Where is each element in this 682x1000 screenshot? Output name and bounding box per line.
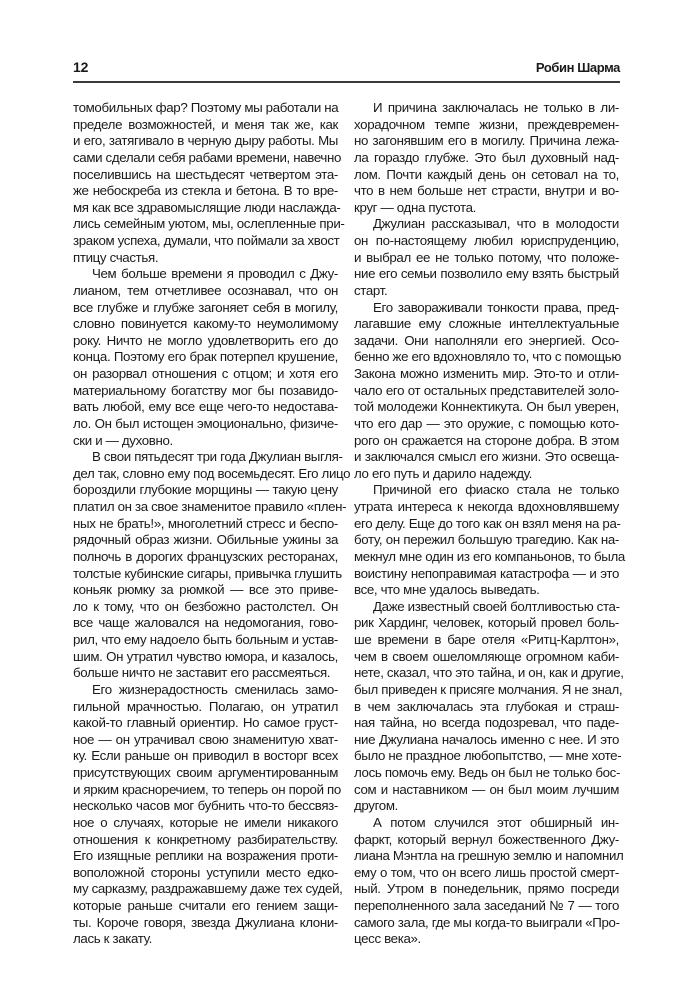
text-line: ние Джулиана началось именно с нее. И это [354,731,619,747]
text-line: Его изящные реплики на возражения проти- [73,848,338,864]
text-line: все, что мне удалось выведать. [354,582,540,598]
text-line: лагавшие ему сложные интеллектуальные [354,316,619,332]
text-line: коньяк рюмку за рюмкой — все это приве- [73,582,338,598]
text-line: Чем больше времени я проводил с Джу- [92,266,338,282]
text-line: материальному богатству мог бы позавидо- [73,382,338,398]
text-line: лись семейным уютом, мы, ослепленные при- [73,216,345,232]
text-line: чем в своем ошеломляюще огромном каби- [354,648,619,664]
text-line: боту, он пережил большую трагедию. Как на- [354,532,619,548]
text-line: его делу. Еще до того как он взял меня на ра- [354,515,621,531]
text-line: лом. Почти каждый день он сетовал на то, [354,166,619,182]
text-line: ло его путь и дарило надежду. [354,465,532,481]
text-line: вать любой, ему все еще чего-то недостава- [73,399,338,415]
text-line: нете, сказал, что это тайна, и он, как и другие, [354,665,624,681]
text-line: Его жизнерадостность сменилась замо- [92,681,338,697]
text-line: что его дар — это оружие, с помощью кото- [354,415,619,431]
text-line: толстые кубинские сигары, привычка глушить [73,565,342,581]
text-line: конца. Поэтому его брак потерпел крушение, [73,349,338,365]
text-line: которые раньше считали его гением защи- [73,898,338,913]
text-line: В свои пятьдесят три года Джулиан выгля- [92,449,343,465]
text-line: сом и наставником — он был моим лучшим [354,781,619,797]
paragraph [73,266,338,449]
text-line: ных не брать!», многолетний стресс и беспо- [73,515,338,531]
text-line: же небоскреба из стекла и бетона. В то вре- [73,183,338,199]
text-line: фаркт, который вернул божественного Джу- [354,831,619,847]
text-line: все глубже и глубже загоняет себя в могилу, [73,299,338,315]
text-line: ты. Короче говоря, звезда Джулиана клони- [73,914,338,930]
running-header [73,55,620,83]
text-line: зраком успеха, думали, что поймали за хвост [73,233,340,248]
text-line: року. Ничто не могло удовлетворить его до [73,332,338,348]
text-line: самого зала, где мы когда-то выиграли «Про- [354,914,620,930]
text-line: круг — одна пустота. [354,199,476,215]
text-line: Причиной его фиаско стала не только [373,482,619,498]
text-line: полночь в дорогих французских ресторанах, [73,548,338,564]
text-column-left [73,100,351,948]
text-line: все чаще жаловался на недомогания, гово- [73,615,338,631]
text-line: бороздили глубокие морщины — такую цену [73,482,338,498]
text-line: цесс века». [354,931,421,947]
paragraph [354,482,625,598]
text-line: и заключался смысл его жизни. Это освеща- [354,449,619,465]
text-line: Его завораживали тонкости права, пред- [373,299,619,315]
text-line: он разорвал отношения с отцом; и хотя его [73,366,338,381]
text-line: ше времени в баре отеля «Ритц-Карлтон», [354,632,619,647]
text-line: дел так, словно ему под восемьдесят. Его лицо [73,465,351,481]
paragraph [73,681,343,948]
text-line: сами сделали себя рабами времени, навечно [73,149,342,165]
text-line: в чем заключалась эта глубокая и страш- [354,698,619,714]
text-line: И причина заключалась не только в ли- [373,100,619,115]
text-line: утрата интереса к некогда вдохновлявшему [354,499,619,514]
text-line: задачи. Они наполняли его энергией. Осо- [354,332,619,348]
text-line: лась к закату. [73,931,152,947]
text-line: ку. Если раньше он приводил в восторг всех [73,748,338,764]
text-line: ние его семьи позволило ему взять быстрый [354,266,619,282]
text-line: ло. Он был истощен эмоционально, физиче- [73,415,338,431]
text-line: что в нем больше нет страсти, внутри и во- [354,183,619,199]
text-line: но загонявшим его в могилу. Причина лежа- [354,133,619,149]
text-line: поселившись на шестьдесят четвертом эта- [73,166,338,182]
running-head-author: Робин Шарма [535,60,620,75]
text-line: ная тайна, но всегда подозревал, что паде- [354,715,619,731]
text-line: присутствующих своим аргументированным [73,765,338,780]
text-line: шим. Он утратил чувство юмора, и казалось, [73,648,338,664]
text-line: ное — он утрачивал свою знаменитую хват- [73,731,338,747]
text-line: А потом случился этот обширный ин- [373,814,619,830]
text-line: мя как все здравомыслящие люди наслажда- [73,199,341,215]
text-line: чало его от остальных представителей золо- [354,382,619,398]
text-line: бенно же его вдохновляло то, что с помощью [354,349,621,365]
text-line: ное о случаях, которые не имели никакого [73,814,338,830]
paragraph [354,216,619,299]
text-line: был приведен к присяге молчания. Я не знал, [354,681,623,697]
text-line: Закона можно изменить мир. Это-то и отли- [354,366,619,381]
text-line: и выбрал ее не только потому, что положе- [354,249,619,265]
text-line: ему о том, что он всего лишь простой смерт- [354,864,619,880]
text-line: ный. Утром в понедельник, прямо посреди [354,881,619,897]
text-line: воположной стороны уступили место едко- [73,864,338,880]
text-line: несколько часов мог бубнить что-то бессвяз- [73,798,338,814]
text-line: рик Хардинг, человек, который провел боль- [354,615,619,631]
text-line: воистину непоправимая катастрофа — и это [354,565,619,581]
text-line: рил, что ему надоело быть больным и устав- [73,632,338,647]
text-line: рядочный образ жизни. Обильные ужины за [73,532,338,548]
text-line: и ярким красноречием, то теперь он порой по [73,781,341,797]
text-line: гильной мрачностью. Полагаю, он утратил [73,698,338,714]
text-line: му сарказму, раздражавшему даже тех судей, [73,881,343,897]
text-line: было не праздное любопытство, — мне хоте- [354,748,622,764]
text-line: той молодежи Коннектикута. Он был уверен, [354,399,619,415]
text-line: отношения к конкретному разбирательству. [73,831,338,847]
text-line: томобильных фар? Поэтому мы работали на [73,100,339,115]
page-number: 12 [73,59,89,75]
text-line: переполненного зала заседаний № 7 — того [354,898,619,913]
text-line: лианом, тем отчетливее осознавал, что он [73,282,338,298]
text-line: мекнул мне один из его компаньонов, то была [354,548,625,564]
paragraph [354,598,624,815]
text-line: лиана Мэнтла на грешную землю и напомнил [354,848,624,864]
text-line: птицу счастья. [73,249,159,265]
text-line: ла гораздо глубже. Это был духовный над- [354,149,619,165]
paragraph [354,100,619,216]
text-line: пределе возможностей, и меня так же, как [73,116,338,132]
text-line: рого он сражается на стороне добра. В этом [354,432,619,448]
text-line: ски и — духовно. [73,432,173,448]
paragraph [354,814,624,948]
text-line: Даже известный своей болтливостью ста- [373,598,620,614]
text-line: какой-то главный ориентир. Но самое груст- [73,715,338,731]
text-line: больше ничто не заставит его рассмеяться. [73,665,331,681]
text-line: он по-настоящему любил юриспруденцию, [354,233,619,248]
text-line: ло к тому, что он безбожно растолстел. Он [73,598,338,614]
text-line: словно повинуется какому-то неумолимому [73,316,338,332]
text-line: хорадочном темпе жизни, преждевремен- [354,116,619,132]
text-column-right [354,100,625,948]
text-line: лось помочь ему. Ведь он был не только бос- [354,765,621,780]
paragraph [73,100,345,266]
text-line: Джулиан рассказывал, что в молодости [373,216,619,232]
paragraph [73,449,351,682]
text-line: другом. [354,798,398,814]
text-line: старт. [354,282,388,298]
text-line: и его, затягивало в черную дыру работы. Мы [73,133,338,149]
text-line: платил он за свое знаменитое правило «плен- [73,499,347,514]
paragraph [354,300,619,483]
